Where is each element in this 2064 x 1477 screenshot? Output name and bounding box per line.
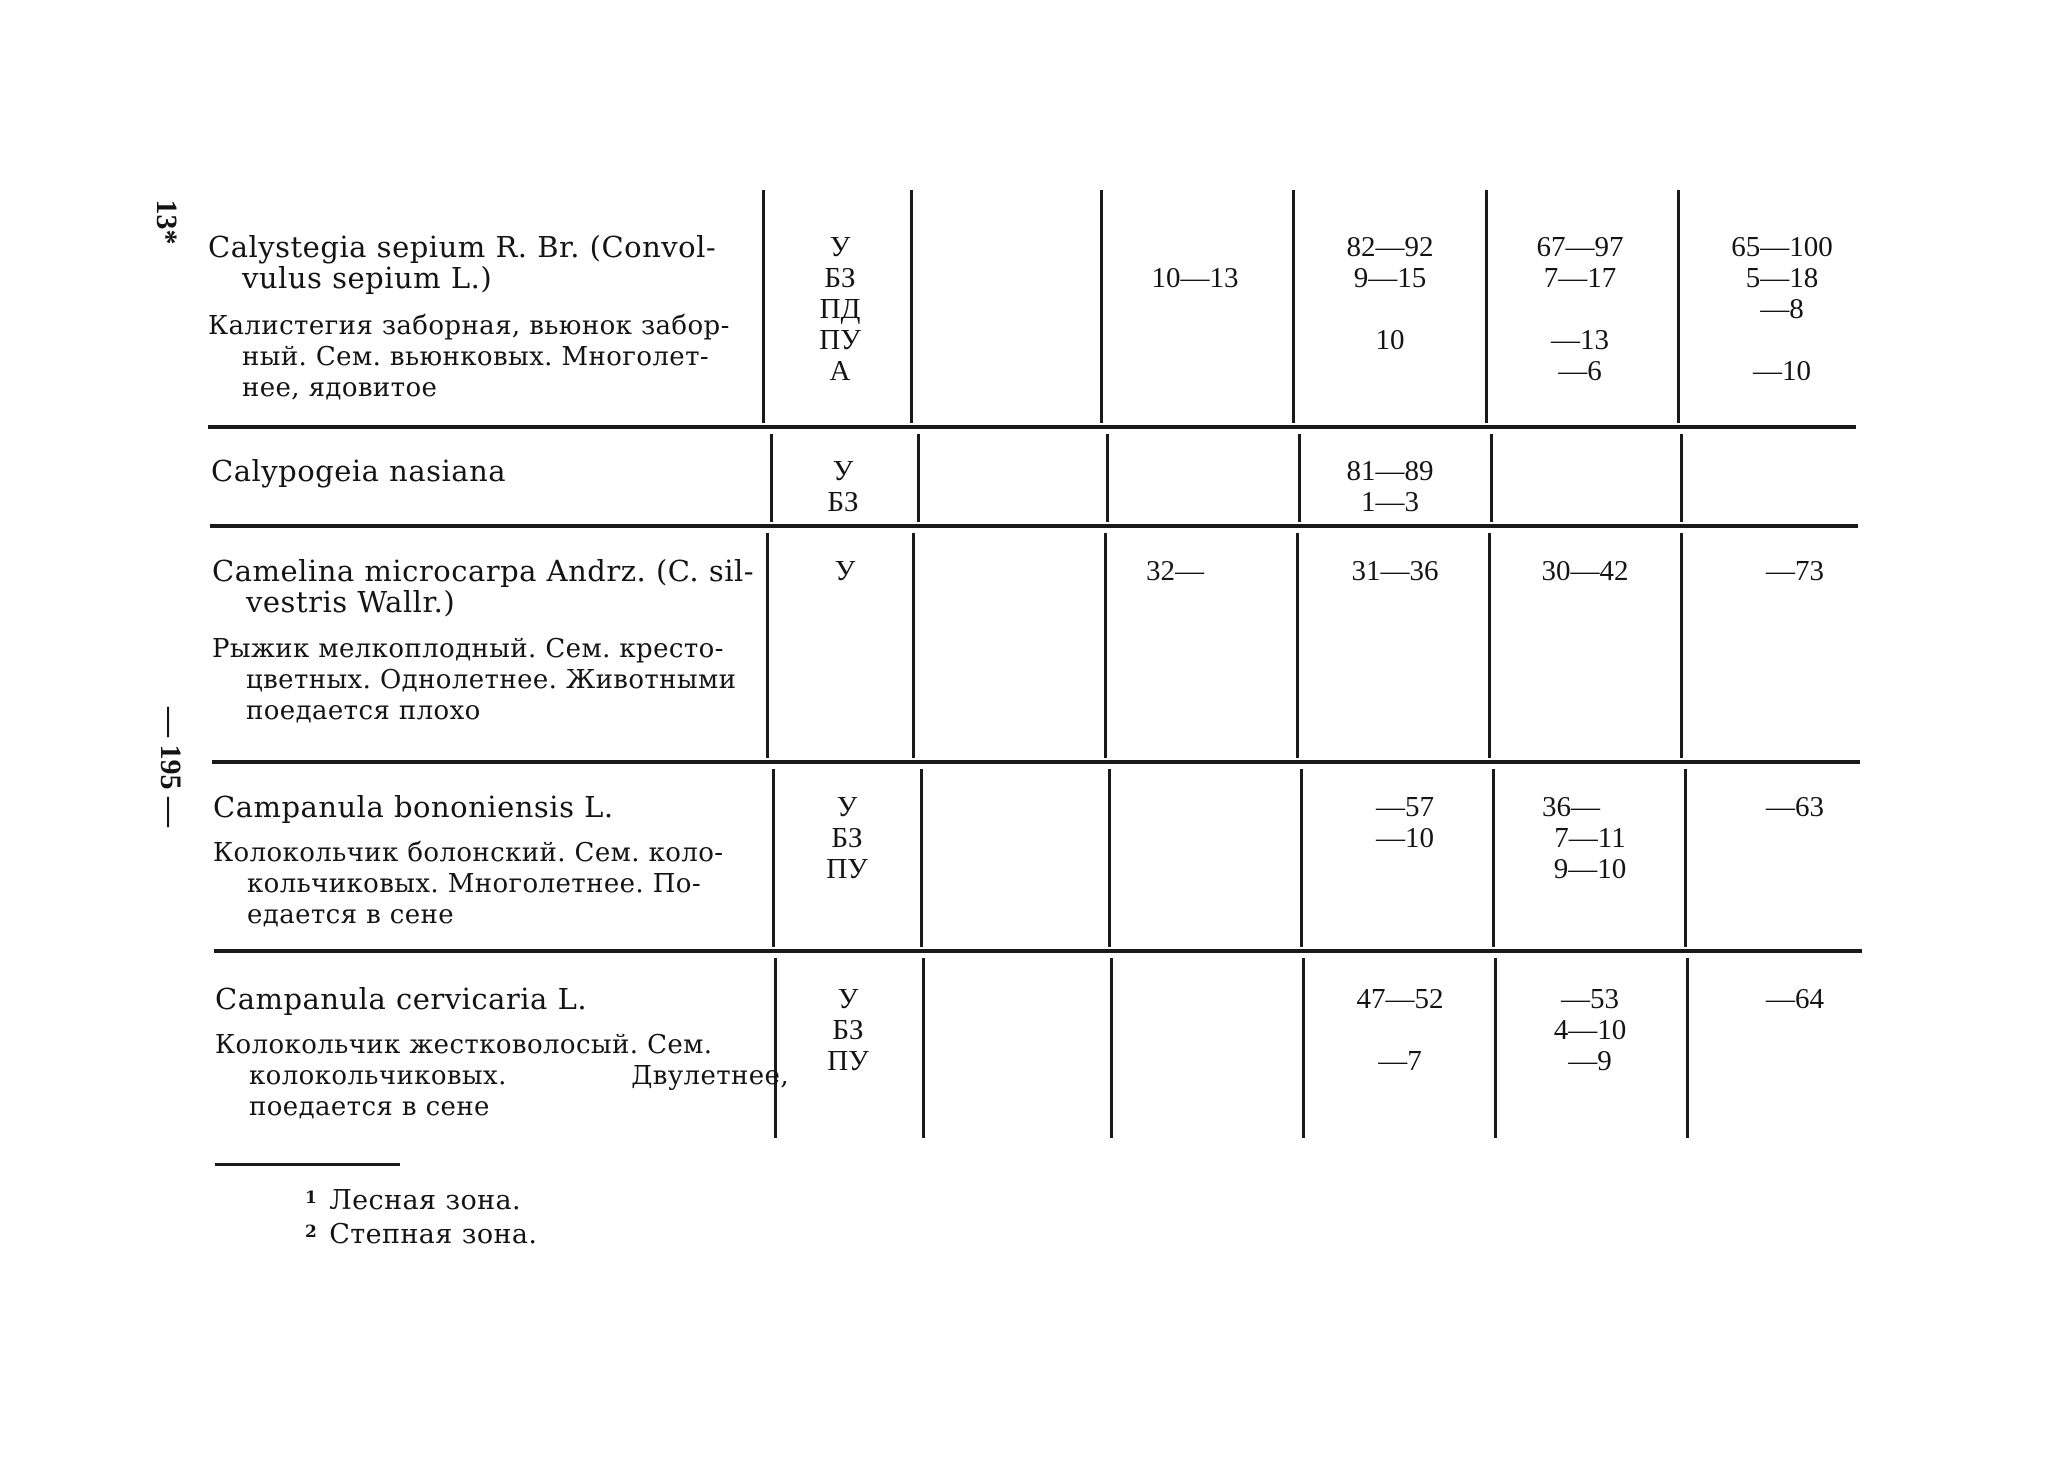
latin-name: Calystegia sepium R. Br. (Convol- vulus sepium L.) xyxy=(208,230,717,295)
footnote-mark: 2 xyxy=(305,1222,318,1242)
value-col5: —73 xyxy=(1766,555,1824,587)
value-col3: 82—92 9—15 10 xyxy=(1346,231,1434,356)
value-col5: —64 xyxy=(1766,983,1824,1015)
russian-description: Калистегия заборная, вьюнок забор- ный. Сем. вьюнковых. Многолет- нее, ядовитое xyxy=(208,311,730,403)
page-number: — 195 — xyxy=(154,707,187,827)
value-col5: 65—100 5—18 —8 —10 xyxy=(1731,231,1833,387)
column-rule xyxy=(770,434,773,522)
value-col2: 10—13 xyxy=(1151,262,1239,294)
footnote-text: Степная зона. xyxy=(329,1219,538,1250)
column-rule xyxy=(922,958,925,1138)
column-rule xyxy=(1296,533,1299,758)
zone-codes: У БЗ ПД ПУ А xyxy=(819,231,861,387)
column-rule xyxy=(1686,958,1689,1138)
column-rule xyxy=(1108,769,1111,947)
value-col2: 32— xyxy=(1146,555,1204,587)
value-col4: 30—42 xyxy=(1541,555,1629,587)
footnote-rule xyxy=(215,1163,400,1166)
column-rule xyxy=(1300,769,1303,947)
column-rule xyxy=(1302,958,1305,1138)
latin-name: Campanula bononiensis L. xyxy=(213,790,614,824)
column-rule xyxy=(1492,769,1495,947)
column-rule xyxy=(910,190,913,423)
latin-name: Campanula cervicaria L. xyxy=(215,982,588,1016)
zone-codes: У БЗ xyxy=(827,455,859,518)
footnote-mark: 1 xyxy=(305,1188,318,1208)
column-rule xyxy=(766,533,769,758)
value-col4: 36— 7—11 9—10 xyxy=(1542,791,1627,885)
column-rule xyxy=(1680,434,1683,522)
column-rule xyxy=(1684,769,1687,947)
value-col5: —63 xyxy=(1766,791,1824,823)
desc-line-part: Двулетнее, xyxy=(631,1061,789,1091)
value-col3: 81—89 1—3 xyxy=(1346,455,1434,518)
column-rule xyxy=(762,190,765,423)
column-rule xyxy=(920,769,923,947)
russian-description: Рыжик мелкоплодный. Сем. кресто- цветных. Однолетнее. Животными поедается плохо xyxy=(212,634,737,726)
row-separator xyxy=(214,949,1862,953)
russian-description: Колокольчик болонский. Сем. коло- кольчиковых. Многолетнее. По- едается в сене xyxy=(213,838,724,930)
footnote xyxy=(305,1182,521,1217)
column-rule xyxy=(1110,958,1113,1138)
column-rule xyxy=(1485,190,1488,423)
value-col4: —53 4—10 —9 xyxy=(1553,983,1627,1077)
latin-name: Calypogeia nasiana xyxy=(211,454,507,488)
value-col3: —57 —10 xyxy=(1376,791,1434,854)
column-rule xyxy=(1292,190,1295,423)
column-rule xyxy=(1490,434,1493,522)
russian-description: Колокольчик жестковолосый. Сем. колокольчиковых. Двулетнее, поедается в сене xyxy=(215,1030,789,1122)
latin-name: Camelina microcarpa Andrz. (C. sil- vestris Wallr.) xyxy=(212,554,755,619)
signature-mark: 13* xyxy=(150,199,183,245)
row-separator xyxy=(210,524,1858,528)
column-rule xyxy=(1677,190,1680,423)
zone-codes: У БЗ ПУ xyxy=(827,983,869,1077)
column-rule xyxy=(1488,533,1491,758)
row-separator xyxy=(212,760,1860,764)
column-rule xyxy=(917,434,920,522)
desc-line-part: колокольчиковых. xyxy=(249,1061,507,1091)
zone-codes: У БЗ ПУ xyxy=(826,791,868,885)
value-col4: 67—97 7—17 —13 —6 xyxy=(1536,231,1624,387)
column-rule xyxy=(912,533,915,758)
column-rule xyxy=(1680,533,1683,758)
footnote-text: Лесная зона. xyxy=(329,1185,522,1216)
value-col3: 47—52 —7 xyxy=(1356,983,1444,1077)
column-rule xyxy=(1106,434,1109,522)
zone-codes: У xyxy=(834,555,856,587)
row-separator xyxy=(208,425,1856,429)
column-rule xyxy=(1494,958,1497,1138)
footnote xyxy=(305,1216,537,1251)
value-col3: 31—36 xyxy=(1351,555,1439,587)
column-rule xyxy=(1298,434,1301,522)
column-rule xyxy=(1100,190,1103,423)
column-rule xyxy=(772,769,775,947)
